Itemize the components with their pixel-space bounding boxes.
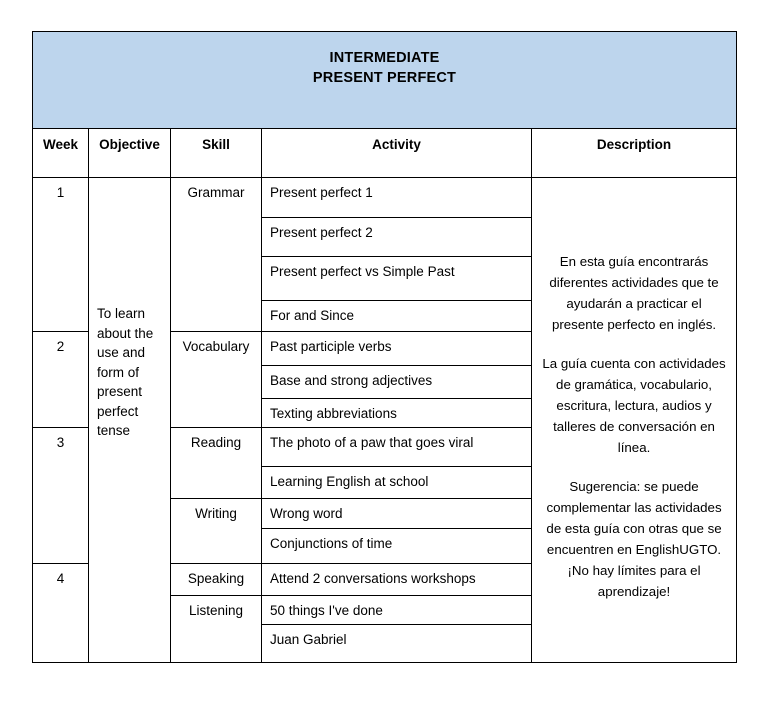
- objective-cell: [89, 178, 171, 663]
- activity-cell: [262, 564, 532, 596]
- skill-name: Grammar: [187, 185, 245, 200]
- activity-cell: [262, 467, 532, 499]
- table-row: [33, 178, 737, 218]
- activity-text: For and Since: [270, 308, 355, 323]
- activity-text: Present perfect vs Simple Past: [270, 264, 455, 279]
- activity-text: Attend 2 conversations workshops: [270, 571, 476, 586]
- banner-text: [33, 32, 736, 88]
- activity-cell: [262, 257, 532, 301]
- objective-text: To learn about the use and form of present perfect tense: [97, 306, 154, 438]
- banner-line-2: PRESENT PERFECT: [312, 70, 457, 86]
- activity-text: Texting abbreviations: [270, 406, 397, 421]
- activity-cell: [262, 596, 532, 625]
- week-number: 4: [56, 571, 65, 586]
- activity-text: Past participle verbs: [270, 339, 392, 354]
- column-header-activity: Activity: [262, 129, 532, 178]
- skill-name: Listening: [188, 603, 244, 618]
- week-number: 1: [56, 185, 65, 200]
- column-header-row: [33, 129, 737, 178]
- description-spacer: [542, 458, 726, 476]
- week-cell-4: [33, 564, 89, 663]
- activity-text: The photo of a paw that goes viral: [270, 435, 474, 450]
- activity-text: Conjunctions of time: [270, 536, 393, 551]
- skill-cell-vocabulary: [171, 332, 262, 428]
- description-cell: [532, 178, 737, 663]
- skill-cell-speaking: [171, 564, 262, 596]
- activity-text: Learning English at school: [270, 474, 429, 489]
- description-paragraph-3: Sugerencia: se puede complementar las actividades de esta guía con otras que se encuentren en EnglishUGTO. ¡No hay límites para el aprendizaje!: [546, 479, 722, 599]
- activity-cell: [262, 428, 532, 467]
- activity-cell: [262, 332, 532, 366]
- week-cell-1: [33, 178, 89, 332]
- activity-cell: [262, 625, 532, 663]
- description-paragraph-2: La guía cuenta con actividades de gramática, vocabulario, escritura, lectura, audios y talleres de conversación en línea.: [542, 356, 726, 455]
- skill-cell-listening: [171, 596, 262, 663]
- activity-text: Base and strong adjectives: [270, 373, 433, 388]
- activity-text: Juan Gabriel: [270, 632, 347, 647]
- activity-text: Present perfect 1: [270, 185, 373, 200]
- description-text: [532, 178, 736, 602]
- column-header-description: Description: [532, 129, 737, 178]
- column-header-week: Week: [33, 129, 89, 178]
- activity-text: Wrong word: [270, 506, 343, 521]
- activity-cell: [262, 301, 532, 332]
- week-number: 2: [56, 339, 65, 354]
- skill-name: Reading: [190, 435, 242, 450]
- activity-cell: [262, 366, 532, 399]
- activity-cell: [262, 499, 532, 529]
- skill-cell-writing: [171, 499, 262, 564]
- column-header-objective: Objective: [89, 129, 171, 178]
- banner-line-1: INTERMEDIATE: [329, 50, 440, 66]
- banner-cell: [33, 32, 737, 129]
- description-spacer: [542, 335, 726, 353]
- activity-text: Present perfect 2: [270, 225, 373, 240]
- week-cell-2: [33, 332, 89, 428]
- week-number: 3: [56, 435, 65, 450]
- description-paragraph-1: En esta guía encontrarás diferentes actividades que te ayudarán a practicar el presente perfecto en inglés.: [549, 254, 719, 332]
- banner-row: [33, 32, 737, 129]
- skill-name: Writing: [195, 506, 237, 521]
- skill-cell-reading: [171, 428, 262, 499]
- skill-cell-grammar: [171, 178, 262, 332]
- week-cell-3: [33, 428, 89, 564]
- activity-cell: [262, 399, 532, 428]
- skill-name: Vocabulary: [182, 339, 250, 354]
- activity-text: 50 things I've done: [270, 603, 383, 618]
- skill-name: Speaking: [187, 571, 245, 586]
- column-header-skill: Skill: [171, 129, 262, 178]
- activity-cell: [262, 529, 532, 564]
- course-plan-table: [32, 31, 737, 663]
- activity-cell: [262, 218, 532, 257]
- activity-cell: [262, 178, 532, 218]
